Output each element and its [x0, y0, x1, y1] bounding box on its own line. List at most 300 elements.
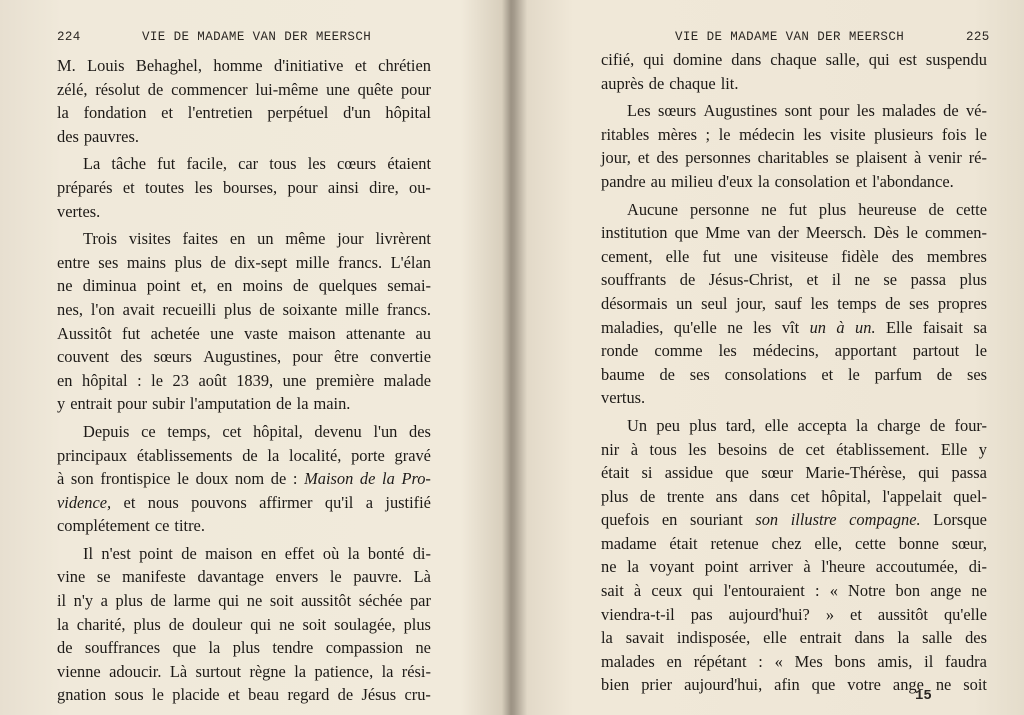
word: plus — [689, 415, 717, 435]
word: n'est — [101, 543, 131, 563]
word: Notre — [848, 581, 886, 601]
word: d'initiative — [274, 56, 344, 75]
word: Mme — [705, 223, 740, 243]
word: nes, — [57, 299, 83, 319]
word: surtout — [195, 661, 242, 681]
word: Maison — [304, 469, 354, 489]
word: les — [307, 154, 326, 174]
word: même — [285, 229, 326, 249]
word: la — [57, 103, 69, 123]
word: fut — [788, 199, 807, 219]
text-line — [57, 444, 431, 468]
word: désormais — [601, 293, 668, 313]
word: toutes — [144, 177, 185, 197]
word: prier — [641, 675, 673, 695]
word: quête — [357, 79, 394, 99]
word: aujourd'hui? — [728, 604, 810, 624]
word: ré- — [968, 148, 987, 168]
word: consolation — [774, 171, 851, 191]
text-line — [601, 292, 987, 316]
text-line — [57, 660, 431, 684]
word: pouvons — [191, 492, 247, 512]
word: ne — [935, 675, 952, 695]
word: personnes — [685, 148, 751, 168]
word: assidue — [664, 463, 713, 483]
word: au — [415, 323, 431, 343]
word: tâche — [111, 154, 146, 174]
word: Là — [413, 567, 431, 587]
word: rési- — [401, 661, 431, 681]
word: la — [296, 394, 309, 414]
word: était — [601, 463, 630, 483]
word: madame — [601, 533, 657, 553]
word: Pro- — [401, 469, 431, 489]
word: les — [194, 177, 213, 197]
word: : — [292, 469, 298, 489]
word: pour — [292, 347, 323, 367]
text-line — [57, 542, 431, 566]
word: sauf — [774, 293, 802, 313]
word: bon — [895, 581, 921, 601]
word: de — [936, 364, 953, 384]
word: complétement — [57, 516, 150, 536]
word: ou- — [409, 177, 431, 197]
word: cru- — [404, 685, 431, 705]
word: en — [666, 651, 682, 671]
word: sa — [973, 317, 987, 337]
word: aussitôt — [301, 591, 352, 611]
text-line — [57, 251, 431, 275]
word: faites — [182, 229, 219, 249]
word: lui-même — [255, 79, 319, 99]
word: faudra — [945, 651, 987, 671]
word: ses — [909, 293, 930, 313]
word: à — [633, 581, 642, 601]
word: amis, — [877, 651, 913, 671]
text-line — [601, 650, 987, 674]
word: elle — [763, 628, 787, 648]
word: nom — [234, 469, 265, 489]
word: en — [260, 543, 277, 563]
word: si — [641, 463, 653, 483]
word: dans — [731, 50, 762, 69]
text-line — [601, 268, 987, 292]
text-line — [601, 339, 987, 363]
word: Augustines, — [203, 347, 282, 367]
word: et — [821, 364, 834, 384]
word: patience, — [314, 661, 374, 681]
word: avait — [122, 299, 155, 319]
left-running-head: VIE DE MADAME VAN DER MEERSCH — [142, 30, 372, 44]
word: hôpital — [385, 103, 431, 123]
word: le — [975, 124, 987, 144]
word: principaux — [57, 445, 128, 465]
word: visites — [128, 229, 171, 249]
word: en — [661, 510, 678, 530]
word: le — [975, 341, 987, 361]
word: accoutumée, — [875, 557, 959, 577]
word: ange — [892, 675, 924, 695]
word: une — [733, 246, 758, 266]
word: la — [856, 415, 868, 435]
word: pandre — [601, 171, 646, 191]
word: malade — [383, 370, 431, 390]
word: ange — [930, 581, 962, 601]
word: à — [803, 557, 811, 577]
word: préparés — [57, 177, 113, 197]
word: 1839, — [236, 370, 274, 390]
word: : — [137, 370, 142, 390]
text-line — [57, 54, 431, 78]
word: comme — [654, 341, 703, 361]
text-line — [601, 555, 987, 579]
word: jour, — [601, 148, 631, 168]
word: plus — [959, 270, 987, 290]
word: le — [152, 685, 164, 705]
text-line — [57, 369, 431, 393]
word: francs. — [386, 299, 431, 319]
left-page-text — [57, 54, 431, 707]
word: Il — [83, 543, 94, 563]
word: qui — [692, 581, 714, 601]
word: domine — [673, 50, 723, 69]
word: main. — [313, 394, 351, 414]
word: : — [758, 651, 763, 671]
word: fut — [157, 154, 176, 174]
word: d'un — [343, 103, 371, 123]
word: effet — [284, 543, 315, 563]
word: la — [382, 469, 395, 489]
word: four- — [954, 415, 987, 435]
word: Aussitôt — [57, 323, 112, 343]
word: étaient — [387, 154, 431, 174]
text-line — [57, 514, 431, 538]
text-line — [601, 485, 987, 509]
word: les — [718, 341, 737, 361]
word: ne — [727, 317, 743, 337]
text-line — [57, 491, 431, 515]
right-page-text — [601, 48, 987, 697]
word: et — [122, 177, 135, 197]
word: de — [293, 276, 309, 296]
word: soulagée, — [334, 614, 396, 634]
word: en — [216, 276, 233, 296]
word: une — [210, 323, 234, 343]
word: Trois — [83, 229, 118, 249]
word: souriant — [689, 510, 743, 530]
word: hôpital — [82, 370, 128, 390]
text-line — [601, 245, 987, 269]
word: fois — [941, 124, 967, 144]
word: et — [850, 604, 862, 624]
word: les — [688, 439, 707, 459]
word: plusieurs — [874, 124, 934, 144]
word: salle, — [825, 50, 860, 69]
word: soixante — [282, 299, 338, 319]
word: ritables — [601, 124, 650, 144]
word: Augustines — [703, 101, 778, 121]
word: diminua — [82, 276, 137, 296]
word: à — [630, 439, 638, 459]
word: Elle — [940, 439, 968, 459]
word: qui — [643, 50, 665, 69]
word: la — [208, 638, 221, 658]
word: bonne — [898, 533, 939, 553]
word: membres — [926, 246, 987, 266]
word: ; — [705, 124, 711, 144]
word: l'un — [373, 421, 398, 441]
word: Behaghel, — [135, 56, 202, 75]
word: ne — [57, 276, 73, 296]
word: sait — [601, 581, 624, 601]
word: de — [242, 445, 258, 465]
word: passa — [910, 270, 947, 290]
word: entrait — [799, 628, 842, 648]
word: apportant — [834, 341, 897, 361]
word: manifeste — [122, 567, 186, 587]
word: livrèrent — [375, 229, 431, 249]
word: larme — [173, 591, 211, 611]
word: adoucir. — [109, 661, 162, 681]
word: sœurs — [657, 101, 697, 121]
word: il — [924, 651, 934, 671]
word: son — [70, 469, 94, 489]
word: de — [359, 469, 376, 489]
word: où — [322, 543, 340, 563]
word: fondation — [83, 103, 147, 123]
word: : — [814, 581, 820, 601]
word: de — [679, 270, 696, 290]
word: subir — [152, 394, 185, 414]
text-line — [57, 152, 431, 176]
text-line — [601, 603, 987, 627]
word: justifié — [385, 492, 431, 512]
text-line — [57, 565, 431, 589]
word: des — [965, 628, 987, 648]
word: une — [326, 79, 350, 99]
word: plus — [818, 199, 847, 219]
word: de — [929, 415, 946, 435]
word: plus — [115, 591, 143, 611]
word: que — [674, 223, 699, 243]
word: hôpital, — [253, 421, 303, 441]
word: van — [747, 223, 771, 243]
word: qui — [918, 463, 940, 483]
word: voyant — [649, 557, 695, 577]
text-line — [601, 170, 987, 194]
word: titre. — [174, 516, 205, 536]
text-line — [57, 467, 431, 491]
word: de — [648, 73, 665, 93]
word: de — [885, 293, 901, 313]
word: ses — [966, 364, 987, 384]
word: plus — [403, 614, 431, 634]
word: médecins, — [752, 341, 819, 361]
word: salle — [922, 628, 953, 648]
word: de — [150, 591, 166, 611]
word: se — [96, 567, 111, 587]
word: son — [755, 510, 779, 530]
word: établissements — [136, 445, 233, 465]
word: ainsi — [327, 177, 359, 197]
word: souffrances — [84, 638, 161, 658]
text-line — [601, 123, 987, 147]
word: lit. — [720, 73, 739, 93]
word: pas — [690, 604, 713, 624]
right-running-head: VIE DE MADAME VAN DER MEERSCH — [675, 30, 905, 44]
word: plus — [133, 614, 161, 634]
word: quelques — [318, 276, 378, 296]
word: point — [139, 543, 173, 563]
word: ans — [715, 486, 738, 506]
word: dix-sept — [234, 252, 288, 272]
word: qui — [250, 614, 272, 634]
word: francs. — [338, 252, 383, 272]
word: il — [57, 591, 67, 611]
text-line — [57, 613, 431, 637]
word: gravé — [394, 445, 431, 465]
word: plus — [224, 299, 252, 319]
word: de — [259, 299, 275, 319]
word: dans — [854, 628, 885, 648]
word: l'on — [90, 299, 115, 319]
word: pauvres. — [83, 126, 139, 146]
word: Un — [627, 415, 648, 435]
word: couvent — [57, 347, 109, 367]
word: ne — [854, 270, 870, 290]
word: était — [669, 533, 698, 553]
word: parfum — [874, 364, 922, 384]
word: trente — [666, 486, 705, 506]
word: bien — [601, 675, 630, 695]
word: maison — [288, 323, 336, 343]
word: Depuis — [83, 421, 130, 441]
word: L'élan — [390, 252, 431, 272]
word: plus — [174, 252, 202, 272]
word: La — [83, 154, 101, 174]
text-line — [601, 99, 987, 123]
word: cœurs — [337, 154, 377, 174]
word: Meersch. — [805, 223, 867, 243]
word: médecin — [739, 124, 795, 144]
word: maladies, — [601, 317, 664, 337]
word: des — [409, 421, 431, 441]
word: règne — [249, 661, 286, 681]
word: dans — [749, 486, 780, 506]
word: mille — [345, 299, 379, 319]
word: personne — [690, 199, 750, 219]
word: visiteuse — [770, 246, 829, 266]
text-line — [601, 386, 987, 410]
text-line — [57, 636, 431, 660]
word: la — [57, 614, 69, 634]
word: la — [601, 628, 613, 648]
word: ronde — [601, 341, 639, 361]
word: afin — [774, 675, 800, 695]
word: vidence, — [57, 492, 112, 512]
word: tous — [269, 154, 297, 174]
word: retenue — [710, 533, 759, 553]
word: aussitôt — [877, 604, 928, 624]
word: temps — [837, 293, 877, 313]
text-line — [57, 392, 431, 416]
word: perpétuel — [267, 103, 329, 123]
word: répétant — [693, 651, 747, 671]
word: à — [913, 148, 922, 168]
word: l'appelait — [882, 486, 942, 506]
word: consolations — [724, 364, 807, 384]
word: localité, — [289, 445, 342, 465]
word: n'y — [73, 591, 94, 611]
word: de — [168, 614, 185, 634]
word: recueilli — [162, 299, 217, 319]
word: cet — [790, 486, 810, 506]
word: seul — [701, 293, 728, 313]
word: affirmer — [259, 492, 313, 512]
word: et — [637, 148, 650, 168]
word: vertes. — [57, 201, 101, 221]
left-page — [0, 0, 505, 715]
word: quel- — [953, 486, 987, 506]
word: savait — [625, 628, 664, 648]
word: et — [855, 171, 868, 191]
word: de — [270, 469, 287, 489]
word: un — [809, 317, 826, 337]
word: en — [57, 370, 73, 390]
text-line — [601, 438, 987, 462]
word: beau — [248, 685, 280, 705]
word: suspendu — [925, 50, 987, 69]
word: a — [100, 591, 108, 611]
word: illustre — [790, 510, 837, 530]
word: visite — [830, 124, 866, 144]
word: ses — [98, 252, 119, 272]
word: à — [836, 317, 845, 337]
text-line — [601, 363, 987, 387]
word: tard, — [725, 415, 756, 435]
word: charité, — [76, 614, 126, 634]
word: un. — [855, 317, 876, 337]
text-line — [57, 200, 431, 224]
word: de — [147, 79, 164, 99]
word: chaque — [770, 50, 817, 69]
word: les — [856, 101, 875, 121]
word: jour — [337, 229, 364, 249]
word: il — [831, 270, 841, 290]
word: ne — [971, 581, 987, 601]
word: heureuse — [858, 199, 917, 219]
word: fut — [122, 323, 141, 343]
word: le — [151, 370, 164, 390]
word: auprès — [601, 73, 644, 93]
word: Louis — [87, 56, 125, 75]
word: entrait — [70, 394, 113, 414]
word: des — [57, 126, 79, 146]
text-line — [57, 420, 431, 444]
word: soit — [302, 614, 327, 634]
word: l'entretien — [187, 103, 253, 123]
word: point — [146, 276, 181, 296]
word: et — [354, 56, 367, 75]
word: ce — [154, 516, 170, 536]
word: temps, — [167, 421, 211, 441]
word: mille — [295, 252, 330, 272]
right-page-number: 225 — [966, 30, 990, 44]
word: cette — [956, 199, 987, 219]
word: tendre — [272, 638, 314, 658]
word: qu'il — [324, 492, 354, 512]
text-line — [601, 461, 987, 485]
